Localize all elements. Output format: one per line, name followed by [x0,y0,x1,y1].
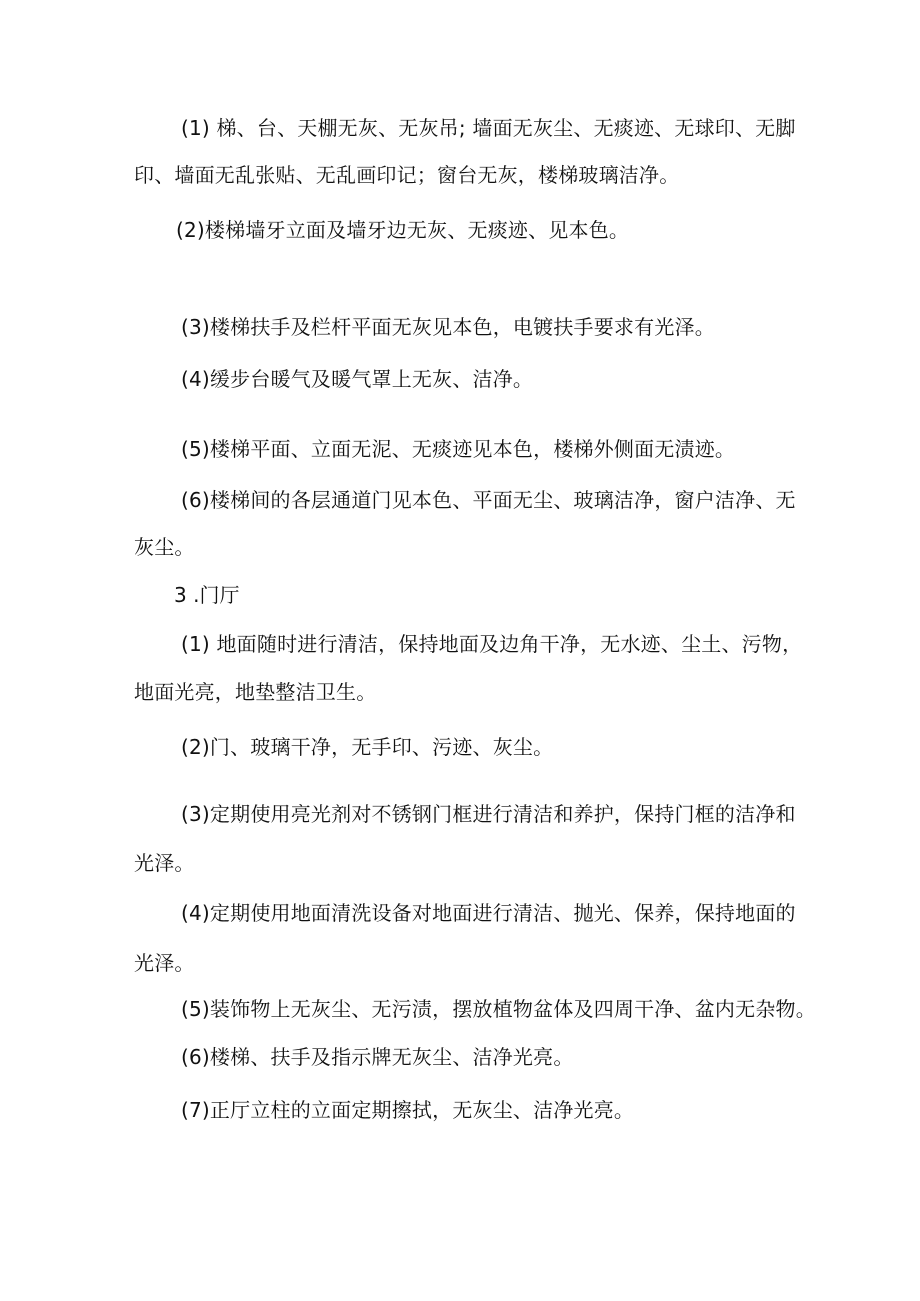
stairs-item-2: (2)楼梯墙牙立面及墙牙边无灰、无痰迹、见本色。 [176,218,630,242]
stairs-item-5: (5)楼梯平面、立面无泥、无痰迹见本色，楼梯外侧面无渍迹。 [181,437,736,461]
lobby-item-1-line-1: (1) 地面随时进行清洁，保持地面及边角干净，无水迹、尘土、污物， [181,632,803,656]
lobby-item-1-line-2: 地面光亮，地垫整洁卫生。 [134,680,377,704]
lobby-item-7: (7)正厅立柱的立面定期擦拭，无灰尘、洁净光亮。 [181,1098,635,1122]
stairs-item-1-line-2: 印、墙面无乱张贴、无乱画印记；窗台无灰，楼梯玻璃洁净。 [134,163,680,187]
lobby-item-3-line-2: 光泽。 [134,851,195,875]
stairs-item-6-line-2: 灰尘。 [134,535,195,559]
stairs-item-3: (3)楼梯扶手及栏杆平面无灰见本色，电镀扶手要求有光泽。 [181,315,715,339]
stairs-item-4: (4)缓步台暖气及暖气罩上无灰、洁净。 [181,367,534,391]
lobby-item-3-line-1: (3)定期使用亮光剂对不锈钢门框进行清洁和养护，保持门框的洁净和 [181,802,796,826]
lobby-item-5: (5)装饰物上无灰尘、无污渍，摆放植物盆体及四周干净、盆内无杂物。 [181,997,816,1021]
lobby-item-2: (2)门、玻璃干净，无手印、污迹、灰尘。 [181,735,554,759]
section-heading-lobby: 3 .门厅 [174,583,240,607]
stairs-item-1-line-1: (1) 梯、台、天棚无灰、无灰吊; 墙面无灰尘、无痰迹、无球印、无脚 [181,116,796,140]
lobby-item-4-line-2: 光泽。 [134,951,195,975]
lobby-item-4-line-1: (4)定期使用地面清洗设备对地面进行清洁、抛光、保养，保持地面的 [181,901,796,925]
lobby-item-6: (6)楼梯、扶手及指示牌无灰尘、洁净光亮。 [181,1045,574,1069]
stairs-item-6-line-1: (6)楼梯间的各层通道门见本色、平面无尘、玻璃洁净，窗户洁净、无 [181,488,796,512]
